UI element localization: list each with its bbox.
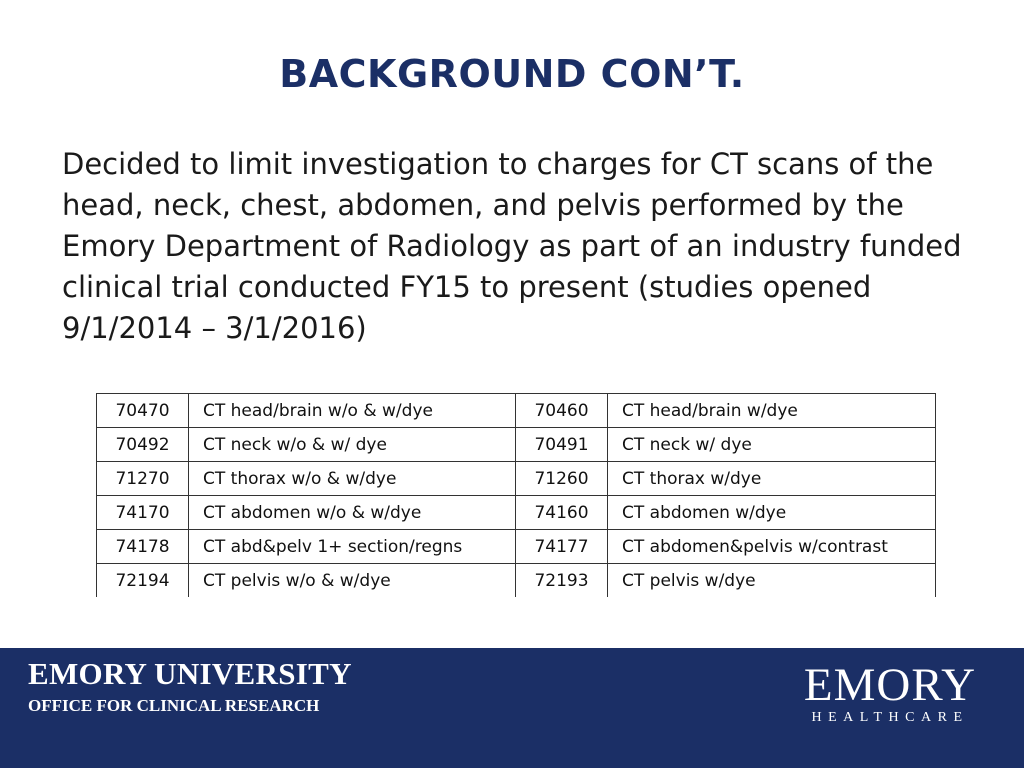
table-row bbox=[97, 394, 936, 428]
cpt-description-cell: CT abdomen&pelvis w/contrast bbox=[608, 530, 936, 564]
cpt-code-cell: 74170 bbox=[97, 496, 189, 530]
cpt-description-cell: CT thorax w/dye bbox=[608, 462, 936, 496]
footer-office-name: OFFICE FOR CLINICAL RESEARCH bbox=[28, 696, 320, 715]
emory-healthcare-logo bbox=[800, 660, 980, 726]
cpt-description-cell: CT neck w/o & w/ dye bbox=[189, 428, 516, 462]
table-row bbox=[97, 530, 936, 564]
cpt-code-cell: 72194 bbox=[97, 564, 189, 598]
cpt-description-cell: CT thorax w/o & w/dye bbox=[189, 462, 516, 496]
cpt-code-cell: 70492 bbox=[97, 428, 189, 462]
table-row bbox=[97, 462, 936, 496]
slide-title: BACKGROUND CON’T. bbox=[279, 52, 745, 96]
cpt-description-cell: CT abdomen w/dye bbox=[608, 496, 936, 530]
cpt-description-cell: CT neck w/ dye bbox=[608, 428, 936, 462]
cpt-description-cell: CT abdomen w/o & w/dye bbox=[189, 496, 516, 530]
footer-banner bbox=[0, 648, 1024, 768]
logo-wordmark: EMORY bbox=[803, 659, 977, 711]
slide-body-text: Decided to limit investigation to charges for CT scans of the head, neck, chest, abdomen, and pelvis performed by the Emory Department of Radiology as part of an industry funded clinical trial conducted FY15 to present (studies opened 9/1/2014 – 3/1/2016) bbox=[62, 147, 962, 345]
cpt-description-cell: CT abd&pelv 1+ section/regns bbox=[189, 530, 516, 564]
table-row bbox=[97, 428, 936, 462]
table-row bbox=[97, 564, 936, 598]
cpt-code-cell: 72193 bbox=[516, 564, 608, 598]
logo-subtitle: HEALTHCARE bbox=[811, 710, 969, 725]
cpt-code-table bbox=[96, 393, 936, 597]
cpt-description-cell: CT head/brain w/o & w/dye bbox=[189, 394, 516, 428]
cpt-description-cell: CT pelvis w/dye bbox=[608, 564, 936, 598]
table-row bbox=[97, 496, 936, 530]
cpt-code-cell: 71260 bbox=[516, 462, 608, 496]
cpt-description-cell: CT head/brain w/dye bbox=[608, 394, 936, 428]
cpt-code-cell: 70470 bbox=[97, 394, 189, 428]
cpt-description-cell: CT pelvis w/o & w/dye bbox=[189, 564, 516, 598]
footer-university-name: EMORY UNIVERSITY bbox=[28, 656, 352, 691]
cpt-code-cell: 70491 bbox=[516, 428, 608, 462]
cpt-code-cell: 74160 bbox=[516, 496, 608, 530]
cpt-code-cell: 71270 bbox=[97, 462, 189, 496]
cpt-code-cell: 74178 bbox=[97, 530, 189, 564]
cpt-code-cell: 70460 bbox=[516, 394, 608, 428]
cpt-code-cell: 74177 bbox=[516, 530, 608, 564]
